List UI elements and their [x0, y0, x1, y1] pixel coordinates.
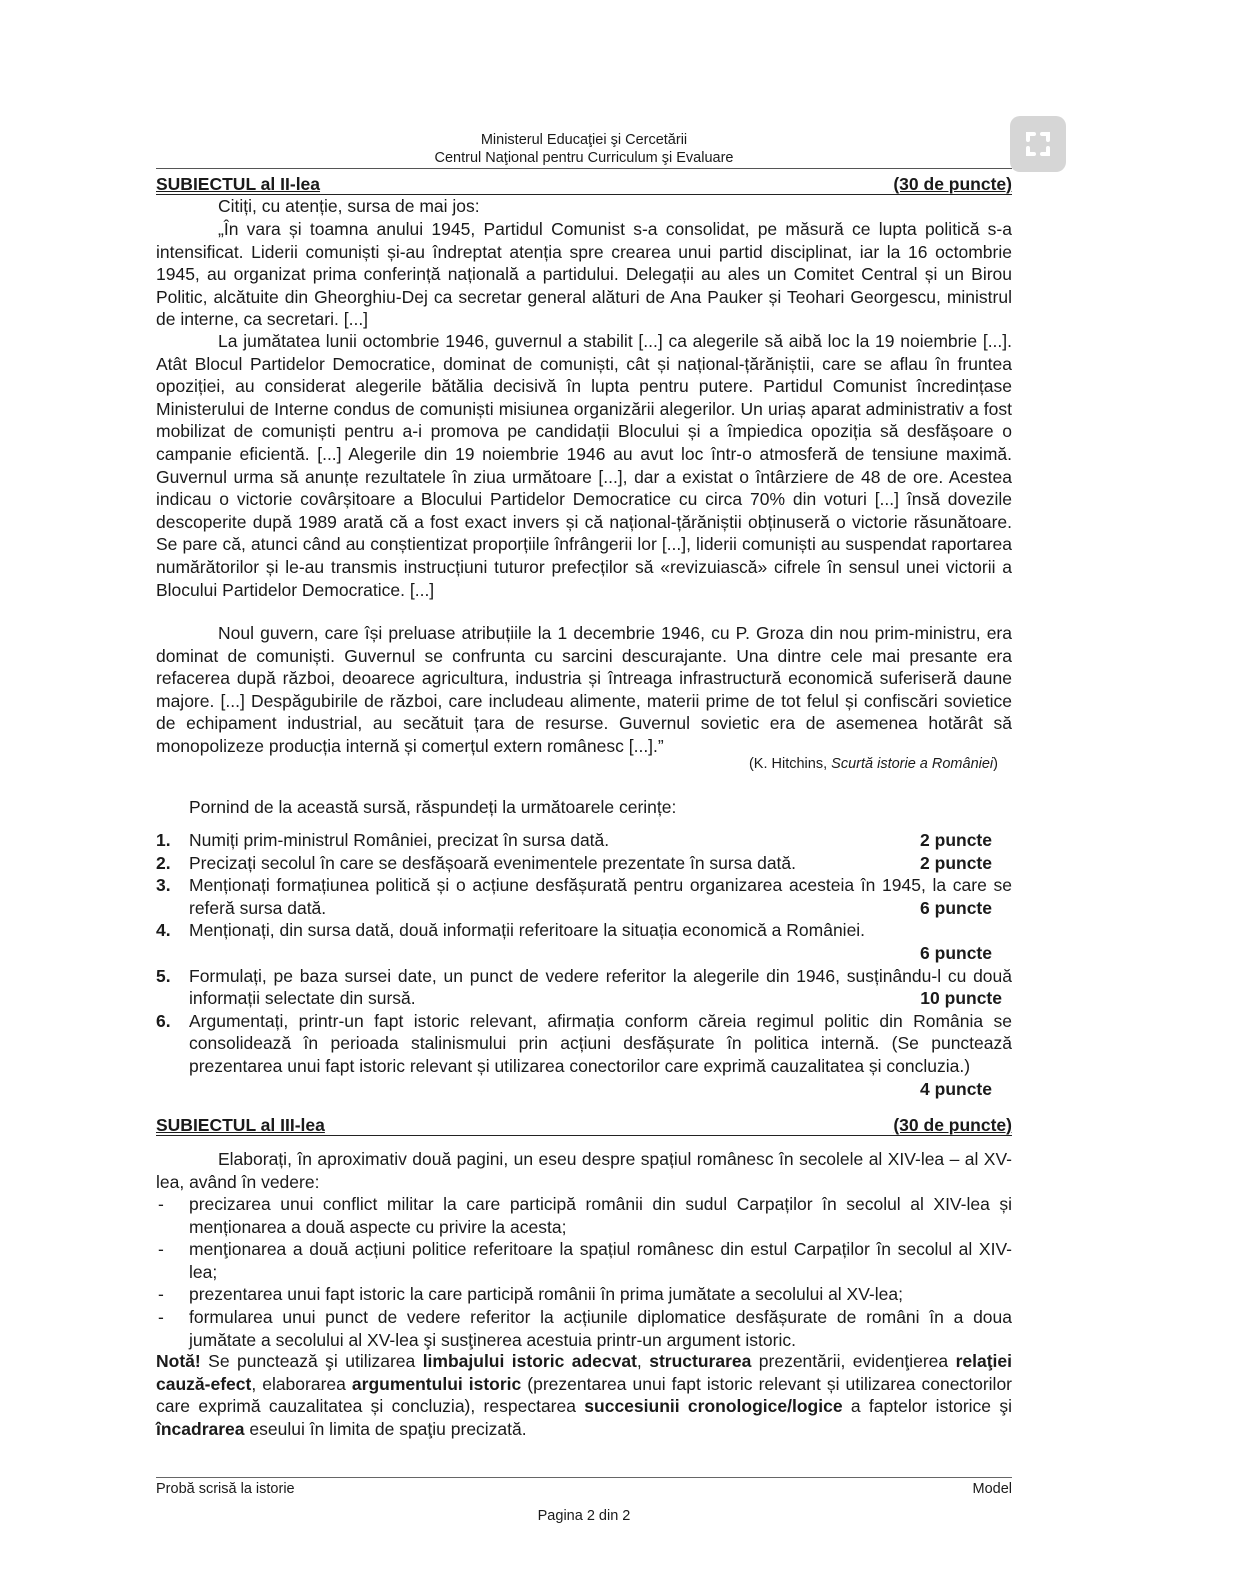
dash-bullet-icon: - — [158, 1284, 164, 1305]
essay-bullet-text: menţionarea a două acțiuni politice referitoare la spațiul românesc din estul Carpaților în secolul al XIV-lea; — [189, 1239, 1012, 1282]
source-author: (K. Hitchins, — [748, 756, 832, 772]
subject-3-title: SUBIECTUL al III-lea — [156, 1115, 325, 1135]
question-points: 2 puncte — [920, 852, 992, 873]
question-number: 1. — [156, 830, 171, 850]
essay-bullet — [156, 1193, 1012, 1238]
expand-icon — [1010, 116, 1066, 172]
question-points: 6 puncte — [920, 942, 992, 963]
question-number: 4. — [156, 920, 171, 941]
note-emphasis: încadrarea — [156, 1418, 245, 1439]
source-paragraph-1: „În vara și toamna anului 1945, Partidul Comunist s-a consolidat, pe măsură ce lupta politică s-a intensificat. Liderii comuniști și-au îndreptat atenția spre crearea unui partid disciplinat, iar la 16 octombrie 1945, au organizat prima conferință națională a partidului. Delegații au ales un Comitet Central și un Birou Politic, alcătuite din Gheorghiu-Dej ca secretar general alături de Ana Pauker și Teohari Georgescu, ministrul de interne, ca secretari. [...] — [156, 219, 1012, 330]
source-citation — [749, 755, 998, 773]
question-points: 2 puncte — [920, 830, 992, 850]
question-item — [156, 1010, 1012, 1100]
note-emphasis: argumentului istoric — [351, 1373, 522, 1394]
question-text: Precizați secolul în care se desfășoară evenimentele prezentate în sursa dată. — [189, 852, 797, 873]
question-text: Argumentați, printr-un fapt istoric relevant, afirmația conform căreia regimul politic din România se consolidează în perioada stalinismului prin acțiuni desfășurate în politica internă. (Se punctează prezentarea unui fapt istoric relevant și utilizarea conectorilor care exprimă cauzalitatea și concluzia.) — [189, 1010, 1012, 1076]
question-number: 6. — [156, 1010, 171, 1031]
source-paragraph-2: La jumătatea lunii octombrie 1946, guvernul a stabilit [...] ca alegerile să aibă loc la 19 noiembrie [...]. Atât Blocul Partidelor Democratice, dominat de comuniști, cât și național-țărăniștii, care se aflau în fruntea opoziției, au considerat alegerile bătălia decisivă în lupta pentru putere. Partidul Comunist încredințase Ministerului de Interne condus de comuniști misiunea organizării alegerilor. Un uriaș aparat administrativ a fost mobilizat de comuniști pentru a-i promova pe candidații Blocului și a împiedica opoziția să desfășoare o campanie eficientă. [...] Alegerile din 19 noiembrie 1946 au avut loc într-o atmosferă de tensiune maximă. Guvernul urma să anunțe rezultatele în ziua următoare [...], dar a existat o întârziere de 48 de ore. Acestea indicau o victorie covârșitoare a Blocului Partidelor Democratice cu circa 70% din voturi [...] însă dovezile descoperite după 1989 arată că a fost exact invers și că național-țărăniștii obținuseră o victorie răsunătoare. Se pare că, atunci când au conștientizat proporțiile înfrângerii lor [...], liderii comuniști au suspendat raportarea numărătorilor și le-au transmis instrucțiuni tuturor prefecților să «revizuiască» cifrele în sensul unei victorii a Blocului Partidelor Democratice. [...] — [156, 331, 1012, 600]
question-text: Menționați, din sursa dată, două informații referitoare la situația economică a României. — [189, 920, 866, 941]
source-title: Scurtă istorie a României — [831, 756, 994, 772]
question-points: 10 puncte — [920, 988, 1002, 1009]
note-text: (prezentarea unui fapt istoric relevant și utilizarea conectorilor care exprimă cauzalitatea și concluzia), respectarea — [156, 1373, 1013, 1417]
note-text: a faptelor istorice şi — [842, 1396, 1012, 1417]
question-points: 6 puncte — [920, 897, 992, 918]
essay-bullet — [156, 1238, 1012, 1283]
dash-bullet-icon: - — [158, 1194, 164, 1214]
essay-bullet-text: formularea unui punct de vedere referitor la acțiunile diplomatice desfășurate de români în a doua jumătate a secolului al XV-lea şi susţinerea acestuia printr-un argument istoric. — [189, 1306, 1012, 1350]
source-close: ) — [993, 756, 998, 772]
question-text: Numiți prim-ministrul României, precizat în sursa dată. — [189, 830, 610, 850]
note-text: eseului în limita de spaţiu precizată. — [244, 1418, 527, 1439]
essay-bullet-text: prezentarea unui fapt istoric la care participă românii în prima jumătate a secolului al XV-lea; — [189, 1284, 903, 1305]
subject-3-intro: Elaborați, în aproximativ două pagini, un eseu despre spațiul românesc în secolele al XIV-lea – al XV-lea, având în vedere: — [156, 1149, 1012, 1192]
question-text: Formulați, pe baza sursei date, un punct de vedere referitor la alegerile din 1946, susținându-l cu două informații selectate din sursă. — [189, 965, 1012, 1009]
note-emphasis: limbajului istoric adecvat — [422, 1351, 637, 1371]
footer-right: Model — [972, 1481, 1012, 1497]
dash-bullet-icon: - — [158, 1306, 164, 1327]
dash-bullet-icon: - — [158, 1239, 164, 1260]
footer-divider — [156, 1477, 1012, 1478]
source-paragraph-3: Noul guvern, care își preluase atribuțiile la 1 decembrie 1946, cu P. Groza din nou prim-ministru, era dominat de comuniști. Guvernul se confrunta cu sarcini descurajante. Una dintre cele mai presante era refacerea după război, deoarece agricultura, industria și întreaga infrastructură economică suferiseră daune majore. [...] Despăgubirile de război, care includeau alimente, materii prime de tot felul și confiscări sovietice de echipament industrial, au secătuit țara de resurse. Guvernul sovietic era de asemenea hotărât să monopolizeze producția internă și comerțul extern românesc [...].” — [156, 623, 1012, 756]
note-text: prezentării, evidenţierea — [751, 1351, 956, 1371]
subject-2-title: SUBIECTUL al II-lea — [156, 174, 321, 194]
footer-left: Probă scrisă la istorie — [156, 1481, 295, 1497]
header-divider — [156, 168, 1012, 169]
essay-bullet — [156, 1306, 1012, 1351]
page-number: Pagina 2 din 2 — [537, 1508, 631, 1524]
subject-2-heading — [156, 174, 1012, 195]
question-item — [156, 919, 1012, 964]
question-number: 5. — [156, 965, 171, 986]
question-item — [156, 874, 1012, 919]
essay-note — [156, 1350, 1012, 1440]
subject-2-points: (30 de puncte) — [893, 174, 1012, 194]
essay-bullet — [156, 1283, 1012, 1306]
note-emphasis: relaţiei cauză-efect — [156, 1351, 1012, 1394]
essay-requirements — [156, 1193, 1012, 1351]
question-item — [156, 829, 1012, 852]
expand-button[interactable] — [1010, 116, 1066, 172]
question-points: 4 puncte — [920, 1078, 992, 1099]
note-emphasis: succesiunii cronologice/logice — [584, 1396, 843, 1417]
note-label: Notă! — [156, 1351, 201, 1371]
question-item — [156, 965, 1012, 1010]
subject-3-points: (30 de puncte) — [893, 1115, 1012, 1135]
header-ministry: Ministerul Educaţiei şi Cercetării — [480, 132, 688, 148]
question-text: Menționați formațiunea politică și o acțiune desfășurată pentru organizarea acesteia în 1945, la care se referă sursa dată. — [189, 875, 1012, 918]
note-text: , elaborarea — [251, 1373, 352, 1394]
subject-3-heading — [156, 1115, 1012, 1136]
subject-2-intro: Citiți, cu atenție, sursa de mai jos: — [218, 196, 480, 216]
question-number: 3. — [156, 875, 171, 896]
note-text: Se punctează şi utilizarea — [200, 1351, 423, 1371]
question-item — [156, 852, 1012, 875]
header-center: Centrul Naţional pentru Curriculum şi Evaluare — [434, 150, 734, 166]
note-emphasis: structurarea — [649, 1351, 752, 1371]
note-text: , — [636, 1351, 650, 1371]
question-number: 2. — [156, 852, 171, 873]
questions-list — [156, 829, 1012, 1100]
requirements-intro: Pornind de la această sursă, răspundeți la următoarele cerințe: — [189, 797, 677, 817]
essay-bullet-text: precizarea unui conflict militar la care participă românii din sudul Carpaților în secolul al XIV-lea și menționarea a două aspecte cu privire la acesta; — [189, 1194, 1012, 1237]
